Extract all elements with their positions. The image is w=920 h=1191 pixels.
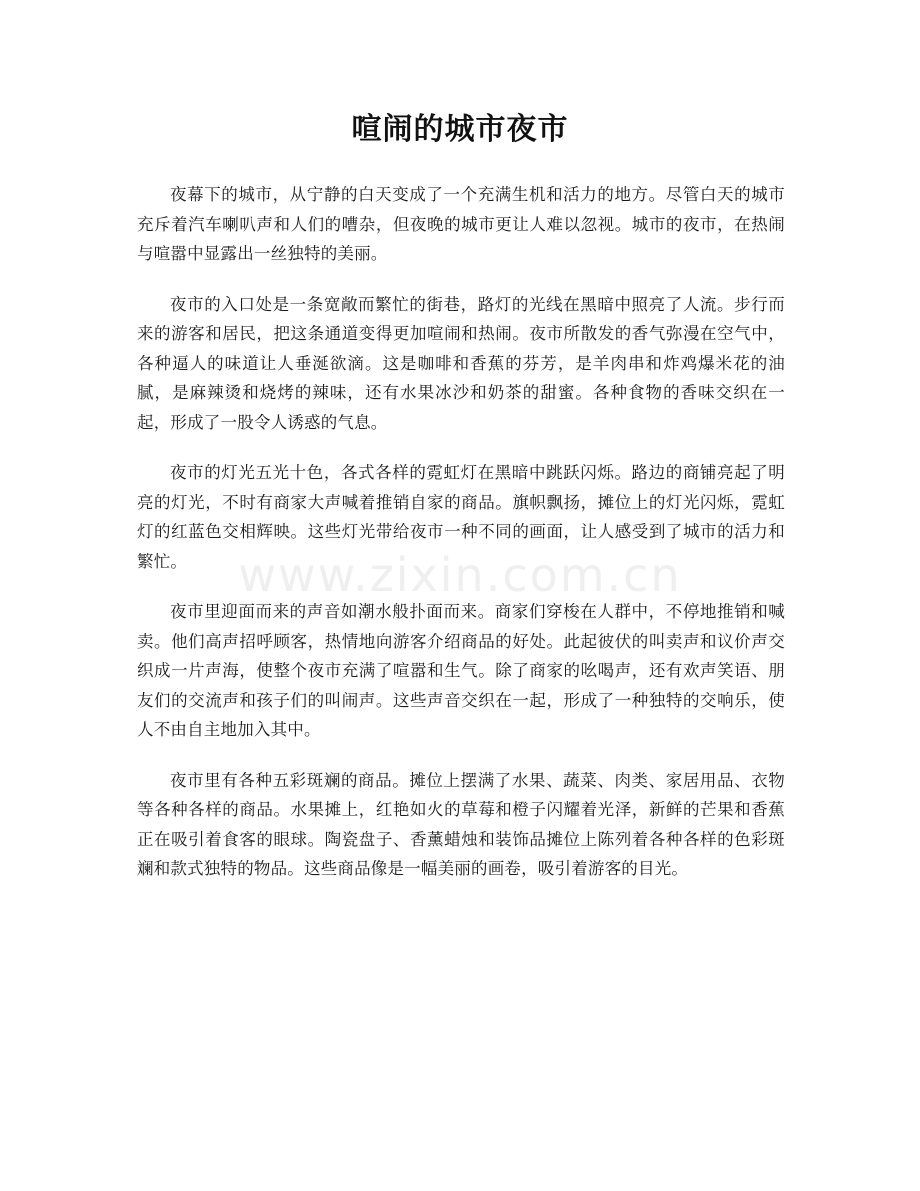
paragraph-5: 夜市里有各种五彩斑斓的商品。摊位上摆满了水果、蔬菜、肉类、家居用品、衣物等各种各样的商品。水果摊上，红艳如火的草莓和橙子闪耀着光泽，新鲜的芒果和香蕉正在吸引着食客的眼球。陶瓷盘子、香薰蜡烛和装饰品摊位上陈列着各种各样的色彩斑斓和款式独特的物品。这些商品像是一幅美丽的画卷，吸引着游客的目光。 (137, 770, 785, 878)
document-title: 喧闹的城市夜市 (351, 112, 569, 147)
paragraph-3: 夜市的灯光五光十色，各式各样的霓虹灯在黑暗中跳跃闪烁。路边的商铺亮起了明亮的灯光，不时有商家大声喊着推销自家的商品。旗帜飘扬，摊位上的灯光闪烁，霓虹灯的红蓝色交相辉映。这些灯光带给夜市一种不同的画面，让人感受到了城市的活力和繁忙。 (137, 463, 785, 571)
document-body (137, 180, 785, 905)
paragraph-4: 夜市里迎面而来的声音如潮水般扑面而来。商家们穿梭在人群中，不停地推销和喊卖。他们高声招呼顾客，热情地向游客介绍商品的好处。此起彼伏的叫卖声和议价声交织成一片声海，使整个夜市充满了喧嚣和生气。除了商家的吆喝声，还有欢声笑语、朋友们的交流声和孩子们的叫闹声。这些声音交织在一起，形成了一种独特的交响乐，使人不由自主地加入其中。 (137, 602, 785, 739)
watermark: www.zixin.com.cn (238, 548, 682, 602)
paragraph-1: 夜幕下的城市，从宁静的白天变成了一个充满生机和活力的地方。尽管白天的城市充斥着汽车喇叭声和人们的嘈杂，但夜晚的城市更让人难以忽视。城市的夜市，在热闹与喧嚣中显露出一丝独特的美丽。 (137, 185, 785, 263)
paragraph-2: 夜市的入口处是一条宽敞而繁忙的街巷，路灯的光线在黑暗中照亮了人流。步行而来的游客和居民，把这条通道变得更加喧闹和热闹。夜市所散发的香气弥漫在空气中，各种逼人的味道让人垂涎欲滴。这是咖啡和香蕉的芬芳，是羊肉串和炸鸡爆米花的油腻，是麻辣烫和烧烤的辣味，还有水果冰沙和奶茶的甜蜜。各种食物的香味交织在一起，形成了一股令人诱惑的气息。 (137, 294, 785, 432)
